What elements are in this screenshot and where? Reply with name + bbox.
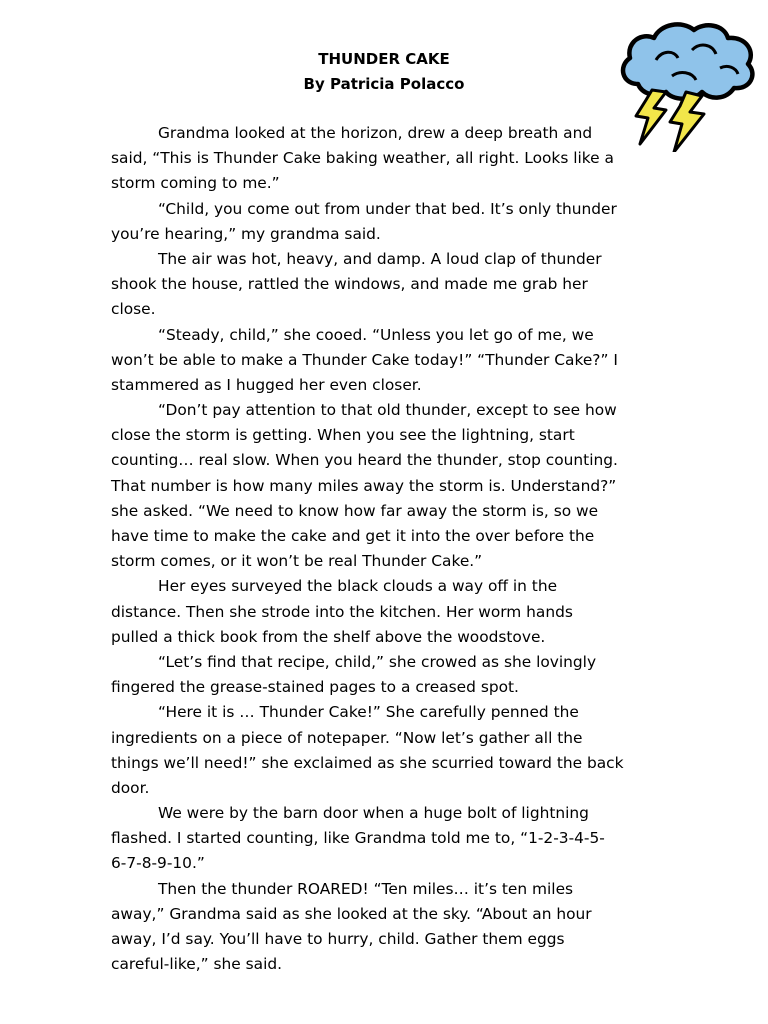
story-line: won’t be able to make a Thunder Cake today!” “Thunder Cake?” I (111, 350, 618, 369)
story-line: ingredients on a piece of notepaper. “Now let’s gather all the (111, 728, 583, 747)
story-line: “Don’t pay attention to that old thunder, except to see how (158, 401, 617, 420)
story-body (111, 121, 656, 977)
story-line: “Child, you come out from under that bed. It’s only thunder (158, 199, 617, 218)
story-line: flashed. I started counting, like Grandma told me to, “1-2-3-4-5- (111, 829, 605, 848)
story-line: away,” Grandma said as she looked at the sky. “About an hour (111, 904, 592, 923)
story-line: stammered as I hugged her even closer. (111, 375, 422, 394)
lightning-bolt-right (670, 92, 704, 152)
story-line: Then the thunder ROARED! “Ten miles… it’s ten miles (158, 879, 574, 898)
story-line: “Here it is … Thunder Cake!” She carefully penned the (158, 703, 579, 722)
story-line: she asked. “We need to know how far away the storm is, so we (111, 501, 599, 520)
story-line: “Let’s find that recipe, child,” she crowed as she lovingly (158, 652, 597, 671)
story-line: close. (111, 300, 156, 319)
story-line: We were by the barn door when a huge bolt of lightning (158, 804, 589, 823)
story-line: That number is how many miles away the storm is. Understand?” (111, 476, 617, 495)
story-line: have time to make the cake and get it into the over before the (111, 527, 595, 545)
story-line: pulled a thick book from the shelf above the woodstove. (111, 627, 546, 646)
story-title: THUNDER CAKE (318, 50, 450, 68)
story-line: fingered the grease-stained pages to a creased spot. (111, 678, 519, 697)
storm-cloud (623, 24, 752, 98)
story-line: close the storm is getting. When you see the lightning, start (111, 426, 575, 445)
story-line: you’re hearing,” my grandma said. (111, 224, 381, 243)
story-line: 6-7-8-9-10.” (111, 854, 205, 873)
story-line: said, “This is Thunder Cake baking weather, all right. Looks like a (111, 149, 614, 168)
story-line: careful-like,” she said. (111, 955, 283, 974)
story-line: Her eyes surveyed the black clouds a way off in the (158, 577, 558, 596)
story-line: shook the house, rattled the windows, and made me grab her (111, 275, 588, 294)
story-line: away, I’d say. You’ll have to hurry, child. Gather them eggs (111, 930, 565, 948)
story-line: door. (111, 778, 150, 797)
story-line: storm coming to me.” (111, 174, 280, 193)
story-line: distance. Then she strode into the kitchen. Her worm hands (111, 602, 573, 621)
story-line: things we’ll need!” she exclaimed as she scurried toward the back (111, 753, 624, 772)
story-line: Grandma looked at the horizon, drew a deep breath and (158, 124, 593, 142)
story-line: The air was hot, heavy, and damp. A loud clap of thunder (158, 249, 602, 268)
story-line: “Steady, child,” she cooed. “Unless you let go of me, we (158, 325, 594, 344)
story-byline: By Patricia Polacco (303, 75, 465, 93)
story-line: storm comes, or it won’t be real Thunder Cake.” (111, 552, 483, 571)
story-line: counting… real slow. When you heard the thunder, stop counting. (111, 451, 618, 470)
